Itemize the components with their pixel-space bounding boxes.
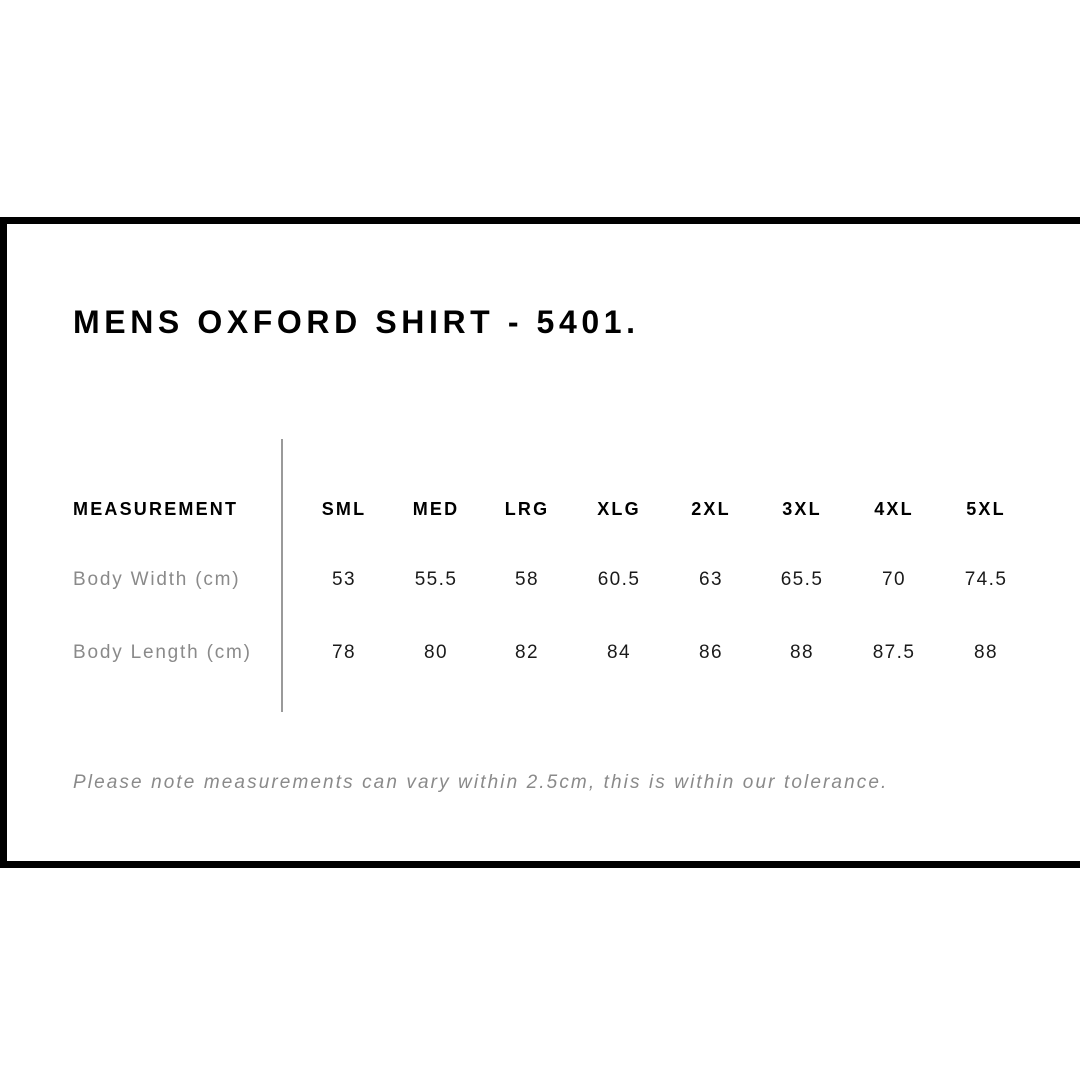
tolerance-note: Please note measurements can vary within 2.5cm, this is within our tolerance.	[73, 772, 889, 793]
size-header: XLG	[597, 499, 641, 519]
size-chart-frame	[0, 217, 1080, 868]
table-cell: 53	[332, 569, 356, 590]
table-cell: 88	[974, 642, 998, 663]
table-cell: 80	[424, 642, 448, 663]
row-label-body-width: Body Width (cm)	[73, 569, 241, 590]
size-header: 4XL	[874, 499, 914, 519]
size-header: 3XL	[782, 499, 822, 519]
table-cell: 88	[790, 642, 814, 663]
table-cell: 86	[699, 642, 723, 663]
row-label-body-length: Body Length (cm)	[73, 642, 252, 663]
table-cell: 65.5	[780, 569, 824, 590]
size-header: 2XL	[691, 499, 731, 519]
size-header: SML	[321, 499, 367, 519]
table-cell: 70	[882, 569, 906, 590]
table-cell: 55.5	[414, 569, 458, 590]
table-cell: 78	[332, 642, 356, 663]
size-header: 5XL	[966, 499, 1006, 519]
size-header: LRG	[504, 499, 550, 519]
column-divider	[281, 439, 283, 712]
page-title: MENS OXFORD SHIRT - 5401.	[73, 304, 640, 340]
table-cell: 84	[607, 642, 631, 663]
table-cell: 74.5	[964, 569, 1008, 590]
size-header: MED	[412, 499, 460, 519]
table-cell: 82	[515, 642, 539, 663]
table-cell: 63	[699, 569, 723, 590]
table-cell: 87.5	[872, 642, 916, 663]
table-cell: 58	[515, 569, 539, 590]
measurement-header: MEASUREMENT	[73, 499, 239, 519]
table-cell: 60.5	[597, 569, 641, 590]
